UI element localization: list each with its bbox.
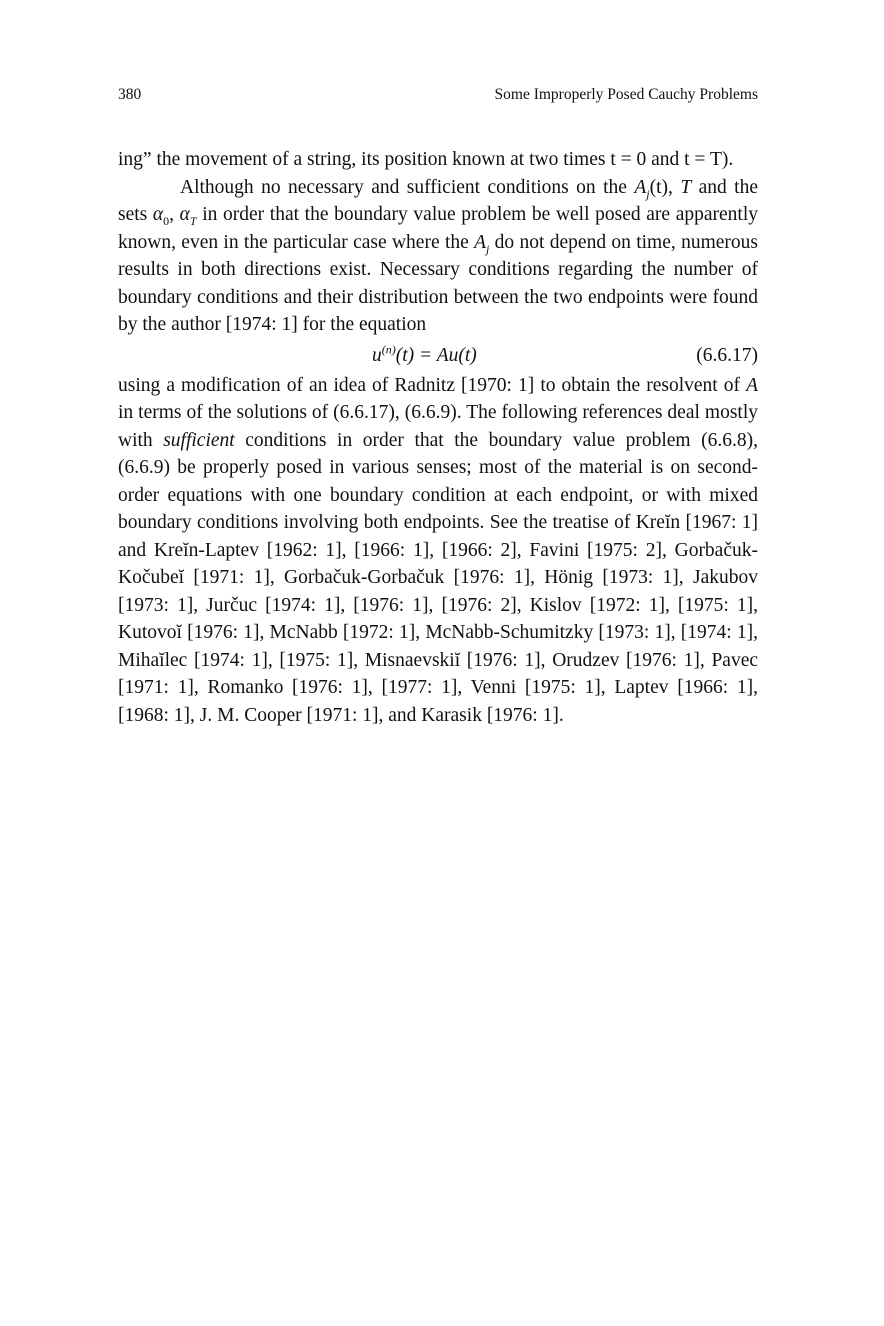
page-number: 380 [118,86,142,103]
equation-body [372,339,477,372]
math-subscript-0: 0 [163,213,170,228]
body-text [118,146,758,729]
math-A: A [474,231,487,253]
text-run: in terms of the solutions of (6.6.17), (6.6.9). The following references deal mostly with [118,402,758,451]
paragraph-necessary-conditions [118,174,758,339]
math-subscript-T: T [189,213,197,228]
text-run: do not depend on time, numerous results in both directions exist. Necessary conditions regarding the number of boundary conditions and their distribution between the two endpoints were found by the author [1974: 1] for the equation [118,231,758,335]
emphasis-sufficient: sufficient [163,429,235,451]
math-separator: , [169,204,180,225]
running-head [118,84,758,106]
math-alpha-0: α [152,204,164,225]
text-run: (t), [649,176,681,198]
running-title: Some Improperly Posed Cauchy Problems [494,86,758,103]
text-run: using a modification of an idea of Radnitz [1970: 1] to obtain the resolvent of [118,374,747,396]
math-alpha-T: α [179,204,190,225]
math-subscript-j: j [486,241,490,256]
math-A: A [634,176,647,198]
paragraph-continuation: ing” the movement of a string, its position known at two times t = 0 and t = T). [118,149,734,170]
equation-number: (6.6.17) [696,344,758,366]
math-T: T [680,176,692,198]
math-subscript-j: j [646,186,650,201]
text-run: Although no necessary and sufficient conditions on the [180,176,635,198]
math-A: A [746,374,758,396]
equation-rest: (t) = Au(t) [395,344,477,366]
equation-superscript: (n) [381,342,396,356]
text-run: conditions in order that the boundary value problem (6.6.8), (6.6.9) be properly posed in various senses; most of the material is on second-order equations with one boundary condition at each endpoint, or with mixed boundary conditions involving both endpoints. See the treatise of Kreĭn [1967: 1] and Kreĭn-Laptev [1962: 1], [1966: 1], [1966: 2], Favini [1975: 2], Gorbačuk-Kočubeĭ [1971: 1], Gorbačuk-Gorbačuk [1976: 1], Hönig [1973: 1], Jakubov [1973: 1], Jurčuc [1974: 1], [1976: 1], [1976: 2], Kislov [1972: 1], [1975: 1], Kutovoĭ [1976: 1], McNabb [1972: 1], McNabb-Schumitzky [1973: 1], [1974: 1], Mihaĭlec [1974: 1], [1975: 1], Misnaevskiĭ [1976: 1], Orudzev [1976: 1], Pavec [1971: 1], Romanko [1976: 1], [1977: 1], Venni [1975: 1], Laptev [1966: 1], [1968: 1], J. M. Cooper [1971: 1], and Karasik [1976: 1]. [118,429,758,726]
display-equation [118,339,758,372]
text-run: in order that the boundary value problem be well posed are apparently known, even in the particular case where the [118,204,759,253]
equation-u: u [372,344,382,366]
text-run: and the sets [118,176,758,225]
paragraph-references [118,372,758,730]
